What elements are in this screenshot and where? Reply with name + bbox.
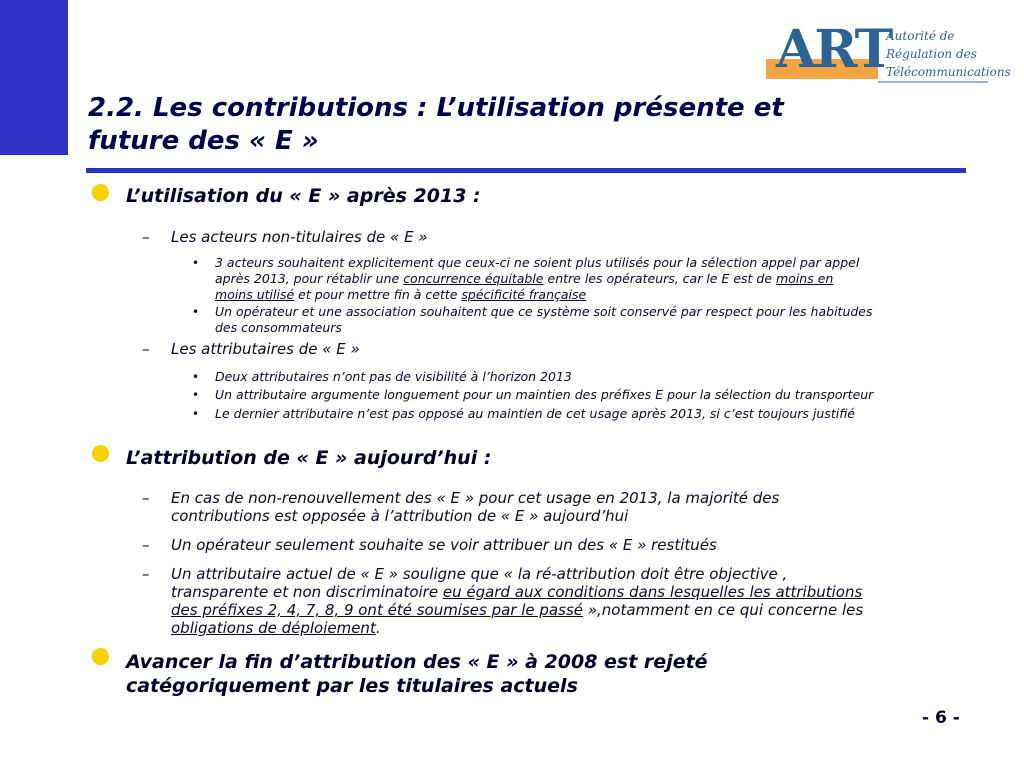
- item-line: des consommateurs: [215, 320, 342, 335]
- list-item: [171, 489, 971, 525]
- slide-title: [88, 92, 908, 158]
- list-item: Un attributaire argumente longuement pour un maintien des préfixes E pour la sélection du transporteur: [215, 387, 874, 402]
- section-heading-3: [126, 650, 976, 698]
- list-item: Le dernier attributaire n’est pas opposé au maintien de cet usage après 2013, si c’est toujours justifié: [215, 406, 855, 421]
- underlined-text: spécificité française: [461, 287, 587, 302]
- title-divider: [86, 168, 966, 173]
- text-span: et pour mettre fin à cette: [294, 287, 462, 302]
- item-line: Un attributaire actuel de « E » souligne que « la ré-attribution doit être objective ,: [171, 565, 788, 583]
- logo-mark: ART: [776, 19, 892, 80]
- dash-marker: –: [142, 228, 150, 246]
- title-line-2: future des « E »: [88, 126, 319, 156]
- text-span: après 2013, pour rétablir une: [215, 271, 404, 286]
- bullet-marker: •: [192, 388, 200, 402]
- list-item: [215, 255, 970, 303]
- logo-line-1: Autorité de: [886, 29, 955, 43]
- title-line-1: 2.2. Les contributions : L’utilisation présente et: [88, 93, 784, 123]
- dash-marker: –: [142, 489, 150, 507]
- underlined-text: eu égard aux conditions dans lesquelles les attributions: [442, 583, 863, 601]
- section-heading-1: L’utilisation du « E » après 2013 :: [126, 185, 481, 207]
- bullet-marker: •: [192, 407, 200, 421]
- bullet-marker: •: [192, 256, 200, 270]
- subheading-non-titulaires: Les acteurs non-titulaires de « E »: [171, 228, 428, 246]
- underlined-text: obligations de déploiement: [171, 619, 376, 637]
- text-span: .: [375, 619, 381, 637]
- underlined-text: moins utilisé: [215, 287, 295, 302]
- logo-underline: [878, 81, 988, 83]
- item-line: contributions est opposée à l’attribution de « E » aujourd’hui: [171, 507, 629, 525]
- heading-line: catégoriquement par les titulaires actuels: [126, 675, 578, 697]
- text-span: entre les opérateurs, car le E est de: [543, 271, 776, 286]
- dash-marker: –: [142, 340, 150, 358]
- page-number: - 6 -: [922, 708, 960, 728]
- section-heading-2: L’attribution de « E » aujourd’hui :: [126, 447, 492, 469]
- list-item: Un opérateur seulement souhaite se voir attribuer un des « E » restitués: [171, 536, 717, 554]
- logo-line-2: Régulation des: [886, 47, 977, 61]
- subheading-attributaires: Les attributaires de « E »: [171, 340, 360, 358]
- bullet-dot: [92, 445, 109, 462]
- item-line: En cas de non-renouvellement des « E » pour cet usage en 2013, la majorité des: [171, 489, 780, 507]
- item-line: [215, 271, 970, 287]
- bullet-dot: [92, 184, 109, 201]
- logo-line-3: Télécommunications: [886, 65, 1011, 79]
- item-line: [171, 619, 971, 637]
- item-line: [171, 583, 971, 601]
- list-item: Deux attributaires n’ont pas de visibilité à l’horizon 2013: [215, 369, 572, 384]
- item-line: [171, 601, 971, 619]
- bullet-marker: •: [192, 305, 200, 319]
- heading-line: Avancer la fin d’attribution des « E » à 2008 est rejeté: [126, 651, 708, 673]
- list-item: [171, 565, 971, 637]
- text-span: »,notamment en ce qui concerne les: [583, 601, 864, 619]
- item-line: [215, 287, 970, 303]
- dash-marker: –: [142, 565, 150, 583]
- item-line: Un opérateur et une association souhaitent que ce système soit conservé par respect pour les habitudes: [215, 304, 873, 319]
- dash-marker: –: [142, 536, 150, 554]
- logo-text: [886, 27, 1011, 81]
- side-accent-bar: [0, 0, 68, 155]
- text-span: transparente et non discriminatoire: [171, 583, 443, 601]
- underlined-text: des préfixes 2, 4, 7, 8, 9 ont été soumises par le passé: [171, 601, 583, 619]
- bullet-dot: [92, 648, 109, 665]
- art-logo: [766, 19, 1011, 88]
- item-line: 3 acteurs souhaitent explicitement que ceux-ci ne soient plus utilisés pour la sélection appel par appel: [215, 255, 860, 270]
- bullet-marker: •: [192, 370, 200, 384]
- underlined-text: moins en: [776, 271, 834, 286]
- list-item: [215, 304, 970, 336]
- underlined-text: concurrence équitable: [403, 271, 544, 286]
